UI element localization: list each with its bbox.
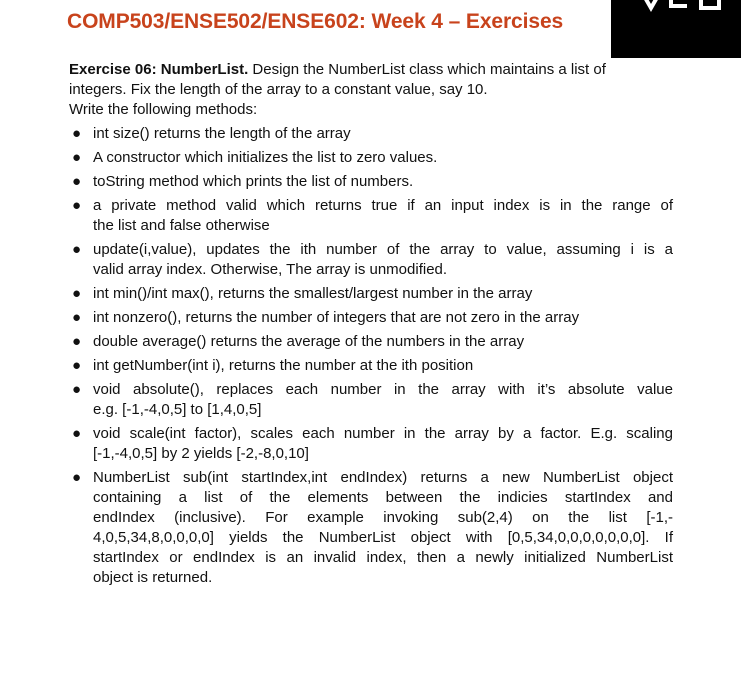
method-line: startIndex or endIndex is an invalid index, then a newly initialized NumberList	[93, 549, 673, 566]
method-item	[69, 424, 673, 464]
intro-line: Write the following methods:	[69, 101, 258, 118]
bullet-icon: ●	[72, 469, 82, 486]
bullet-icon: ●	[72, 381, 82, 398]
method-item	[69, 332, 673, 352]
method-item	[69, 356, 673, 376]
method-line: endIndex (inclusive). For example invoking sub(2,4) on the list [-1,-	[93, 509, 673, 526]
method-line: a private method valid which returns true if an input index is in the range of	[93, 197, 673, 214]
bullet-icon: ●	[72, 357, 82, 374]
bullet-icon: ●	[72, 149, 82, 166]
method-item	[69, 308, 673, 328]
bullet-icon: ●	[72, 425, 82, 442]
method-line: [-1,-4,0,5] by 2 yields [-2,-8,0,10]	[93, 445, 309, 462]
methods-list	[69, 124, 673, 588]
method-item	[69, 284, 673, 304]
method-item	[69, 124, 673, 144]
bullet-icon: ●	[72, 241, 82, 258]
method-line: e.g. [-1,-4,0,5] to [1,4,0,5]	[93, 401, 262, 418]
method-line: update(i,value), updates the ith number of the array to value, assuming i is a	[93, 241, 673, 258]
page-title: COMP503/ENSE502/ENSE602: Week 4 – Exercises	[67, 10, 564, 33]
method-line: int size() returns the length of the array	[93, 125, 351, 142]
intro-line: integers. Fix the length of the array to a constant value, say 10.	[69, 81, 488, 98]
exercise-label: Exercise 06: NumberList.	[69, 61, 249, 78]
method-line: int min()/int max(), returns the smallest/largest number in the array	[93, 285, 533, 302]
method-item	[69, 196, 673, 236]
method-line: void absolute(), replaces each number in the array with it’s absolute value	[93, 381, 673, 398]
method-line: containing a list of the elements between the indicies startIndex and	[93, 489, 673, 506]
intro-line: Exercise 06: NumberList. Design the NumberList class which maintains a list of	[69, 61, 606, 78]
method-line: 4,0,5,34,8,0,0,0,0] yields the NumberList object with [0,5,34,0,0,0,0,0,0,0]. If	[93, 529, 673, 546]
method-line: toString method which prints the list of numbers.	[93, 173, 414, 190]
method-line: void scale(int factor), scales each number in the array by a factor. E.g. scaling	[93, 425, 673, 442]
method-line: int getNumber(int i), returns the number at the ith position	[93, 357, 474, 374]
method-item	[69, 172, 673, 192]
bullet-icon: ●	[72, 197, 82, 214]
bullet-icon: ●	[72, 125, 82, 142]
method-line: valid array index. Otherwise, The array is unmodified.	[93, 261, 448, 278]
method-line: int nonzero(), returns the number of integers that are not zero in the array	[93, 309, 580, 326]
bullet-icon: ●	[72, 333, 82, 350]
method-item	[69, 468, 673, 588]
logo	[611, 0, 741, 58]
method-line: object is returned.	[93, 569, 213, 586]
method-line: NumberList sub(int startIndex,int endIndex) returns a new NumberList object	[93, 469, 673, 486]
method-line: the list and false otherwise	[93, 217, 270, 234]
logo-mark	[611, 0, 741, 58]
method-line: double average() returns the average of the numbers in the array	[93, 333, 525, 350]
exercise-intro	[69, 60, 673, 120]
exercise-body	[69, 60, 673, 588]
bullet-icon: ●	[72, 173, 82, 190]
method-item	[69, 148, 673, 168]
method-line: A constructor which initializes the list to zero values.	[93, 149, 438, 166]
bullet-icon: ●	[72, 309, 82, 326]
method-item	[69, 380, 673, 420]
bullet-icon: ●	[72, 285, 82, 302]
method-item	[69, 240, 673, 280]
